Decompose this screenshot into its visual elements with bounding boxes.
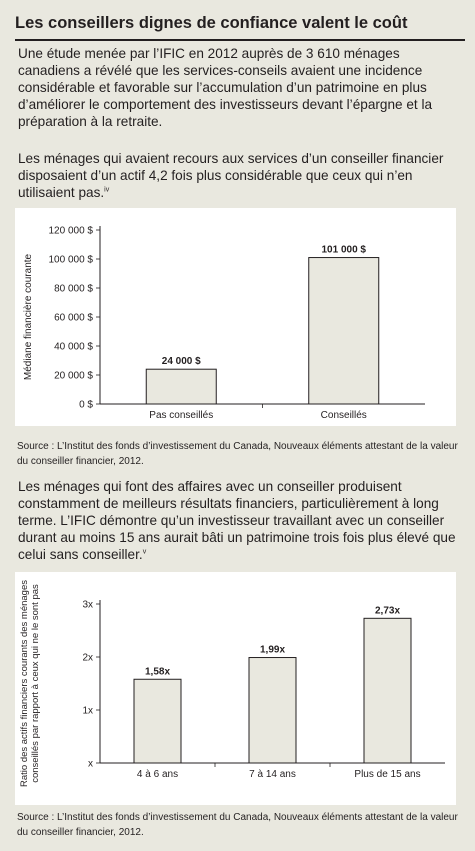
median-assets-chart xyxy=(15,208,456,426)
y-tick-label: 40 000 $ xyxy=(54,341,93,353)
footnote-ref-iv: iv xyxy=(104,186,110,194)
y-tick-label: 2x xyxy=(82,652,93,664)
y-tick-label: 0 $ xyxy=(79,399,93,411)
x-category-label: 7 à 14 ans xyxy=(249,769,296,780)
bar xyxy=(134,679,181,763)
x-category-label: Plus de 15 ans xyxy=(354,769,421,780)
y-tick-label: x xyxy=(88,758,93,770)
bar xyxy=(249,658,296,763)
chart2-intro-text: Les ménages qui font des affaires avec un conseiller produisent constamment de meilleurs résultats financiers, particulièrement à long terme. L’IFIC démontre qu’un investisseur travaillant avec un conseiller durant au moins 15 ans aurait bâti un patrimoine trois fois plus élevé que celui sans conseiller. xyxy=(18,479,456,562)
x-category-label: Pas conseillés xyxy=(149,410,214,421)
bar-value-label: 101 000 $ xyxy=(321,244,366,256)
y-axis-label-line: Ratio des actifs financiers courants des ménages xyxy=(19,580,30,787)
y-axis-label xyxy=(19,580,41,787)
chart2-source: Source : L’Institut des fonds d’investissement du Canada, Nouveaux éléments attestant de la valeur du conseiller financier, 2012. xyxy=(17,812,458,838)
intro-paragraph: Une étude menée par l’IFIC en 2012 auprès de 3 610 ménages canadiens a révélé que les services-conseils avaient une incidence considérable et favorable sur l’accumulation d’un patrimoine en plus d’améliorer le comportement des investisseurs devant l’épargne et la préparation à la retraite. xyxy=(18,46,433,129)
bar-value-label: 24 000 $ xyxy=(161,356,201,368)
chart1-panel xyxy=(15,208,456,426)
y-axis-label-line: conseillés par rapport à ceux qui ne le sont pas xyxy=(30,584,41,783)
y-tick-label: 1x xyxy=(82,705,93,717)
footnote-ref-v: v xyxy=(142,548,147,556)
y-tick-label: 60 000 $ xyxy=(54,312,93,324)
bar xyxy=(364,618,411,763)
chart1-source: Source : L’Institut des fonds d’investissement du Canada, Nouveaux éléments attestant de la valeur du conseiller financier, 2012. xyxy=(17,441,458,467)
chart1-intro-text: Les ménages qui avaient recours aux services d’un conseiller financier disposaient d’un actif 4,2 fois plus considérable que ceux qui n’en utilisaient pas. xyxy=(18,151,444,200)
asset-ratio-chart xyxy=(15,572,456,805)
chart2-panel xyxy=(15,572,456,805)
x-category-label: 4 à 6 ans xyxy=(136,769,179,780)
y-tick-label: 3x xyxy=(82,599,93,611)
y-tick-label: 100 000 $ xyxy=(48,254,93,266)
x-category-label: Conseillés xyxy=(320,410,367,421)
y-tick-label: 20 000 $ xyxy=(54,370,93,382)
bar-value-label: 1,99x xyxy=(259,644,286,656)
chart1-intro-paragraph xyxy=(18,150,458,201)
y-axis-label: Médiane financière courante xyxy=(23,253,34,381)
bar-value-label: 2,73x xyxy=(374,605,401,617)
y-tick-label: 80 000 $ xyxy=(54,283,93,295)
y-tick-label: 120 000 $ xyxy=(48,225,93,237)
chart2-intro-paragraph xyxy=(18,478,458,563)
page-title: Les conseillers dignes de confiance valent le coût xyxy=(15,13,465,41)
bar xyxy=(146,369,216,404)
bar xyxy=(309,258,379,404)
bar-value-label: 1,58x xyxy=(144,666,171,678)
